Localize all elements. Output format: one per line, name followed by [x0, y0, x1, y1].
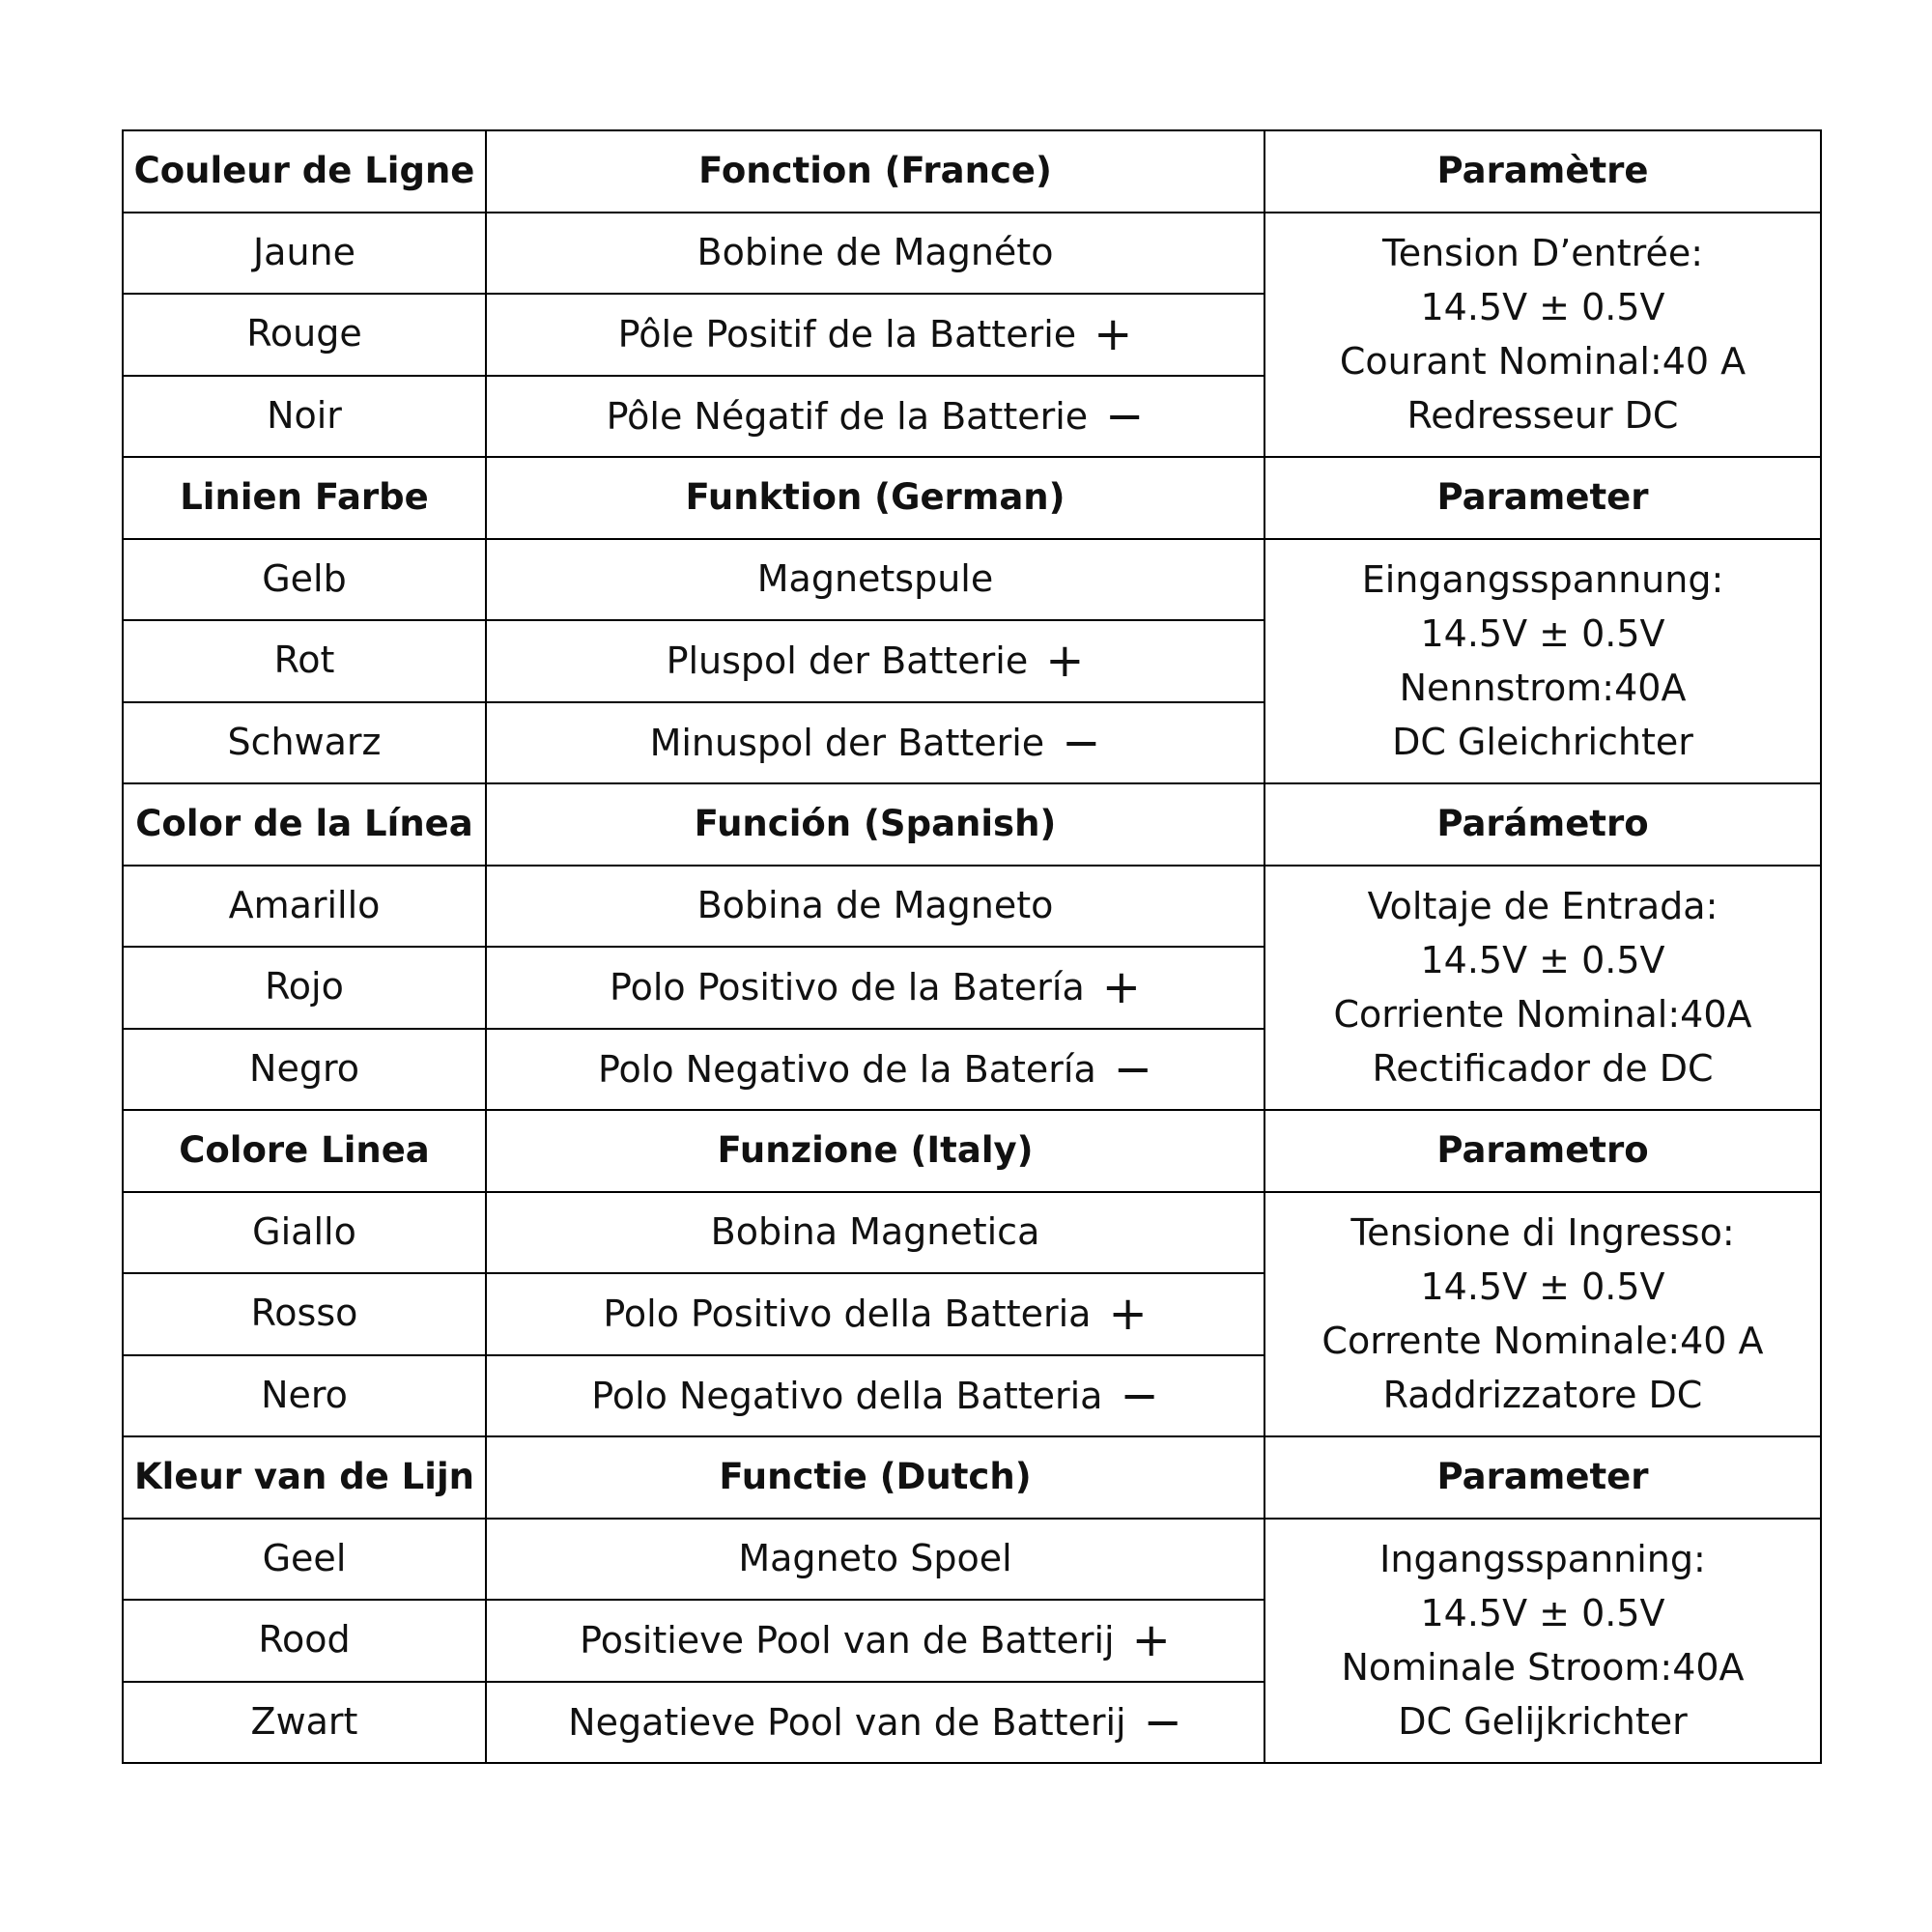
parameter-line: Rectificador de DC [1372, 1047, 1714, 1091]
function-cell [486, 1029, 1264, 1111]
line-color-cell: Rosso [123, 1273, 486, 1355]
function-header: Funzione (Italy) [486, 1110, 1264, 1192]
line-color-cell: Noir [123, 376, 486, 458]
function-cell [486, 1355, 1264, 1437]
parameter-line: Tensione di Ingresso: [1350, 1211, 1735, 1255]
parameter-line: Corrente Nominale:40 A [1321, 1320, 1764, 1363]
table-row [123, 1192, 1821, 1274]
parameter-cell [1264, 866, 1821, 1111]
parameter-line: Courant Nominal:40 A [1339, 340, 1747, 384]
parameter-line: Nennstrom:40A [1399, 667, 1687, 710]
parameter-line: DC Gleichrichter [1392, 721, 1693, 764]
plus-icon: + [1108, 1287, 1148, 1342]
function-text: Minuspol der Batterie [649, 721, 1045, 764]
table-row [123, 1519, 1821, 1601]
function-header: Fonction (France) [486, 130, 1264, 213]
table-row [123, 539, 1821, 621]
line-color-cell: Geel [123, 1519, 486, 1601]
parameter-line: Redresseur DC [1406, 394, 1679, 438]
parameter-line: Raddrizzatore DC [1382, 1374, 1703, 1417]
line-color-header: Colore Linea [123, 1110, 486, 1192]
line-color-cell: Schwarz [123, 702, 486, 784]
line-color-cell: Rot [123, 620, 486, 702]
function-cell [486, 866, 1264, 948]
function-cell [486, 1519, 1264, 1601]
parameter-header: Parameter [1264, 457, 1821, 539]
parameter-line: Corriente Nominal:40A [1333, 993, 1752, 1037]
function-text: Bobina Magnetica [710, 1209, 1040, 1253]
parameter-line: DC Gelijkrichter [1398, 1700, 1688, 1744]
parameter-line: Ingangsspanning: [1379, 1538, 1706, 1581]
function-text: Polo Negativo della Batteria [591, 1374, 1103, 1417]
line-color-cell: Nero [123, 1355, 486, 1437]
function-cell [486, 1273, 1264, 1355]
table-row [123, 213, 1821, 295]
line-color-cell: Rouge [123, 294, 486, 376]
function-cell [486, 539, 1264, 621]
wiring-spec-table [122, 129, 1822, 1764]
parameter-line: Voltaje de Entrada: [1367, 885, 1719, 928]
plus-icon: + [1094, 307, 1133, 362]
function-text: Pluspol der Batterie [666, 639, 1029, 683]
parameter-line: Eingangsspannung: [1361, 558, 1724, 602]
table-row [123, 866, 1821, 948]
function-text: Negatieve Pool van de Batterij [568, 1700, 1126, 1744]
line-color-header: Color de la Línea [123, 783, 486, 866]
function-cell [486, 947, 1264, 1029]
function-text: Pôle Négatif de la Batterie [606, 394, 1089, 438]
parameter-line: 14.5V ± 0.5V [1420, 1265, 1665, 1309]
function-text: Polo Positivo de la Batería [610, 966, 1085, 1009]
line-color-cell: Giallo [123, 1192, 486, 1274]
section-header-row [123, 457, 1821, 539]
wiring-spec-table-body [123, 130, 1821, 1763]
function-text: Bobina de Magneto [696, 883, 1054, 926]
function-text: Magnetspule [756, 556, 994, 600]
line-color-cell: Amarillo [123, 866, 486, 948]
parameter-cell [1264, 539, 1821, 784]
parameter-header: Parameter [1264, 1436, 1821, 1519]
line-color-header: Kleur van de Lijn [123, 1436, 486, 1519]
minus-icon: − [1143, 1694, 1182, 1749]
function-cell [486, 213, 1264, 295]
line-color-header: Couleur de Ligne [123, 130, 486, 213]
section-header-row [123, 1110, 1821, 1192]
line-color-cell: Rojo [123, 947, 486, 1029]
plus-icon: + [1045, 634, 1085, 689]
function-cell [486, 1682, 1264, 1764]
parameter-line: 14.5V ± 0.5V [1420, 286, 1665, 329]
line-color-cell: Negro [123, 1029, 486, 1111]
function-header: Función (Spanish) [486, 783, 1264, 866]
parameter-header: Parametro [1264, 1110, 1821, 1192]
parameter-line: 14.5V ± 0.5V [1420, 939, 1665, 982]
function-header: Funktion (German) [486, 457, 1264, 539]
function-text: Magneto Spoel [738, 1536, 1012, 1579]
line-color-cell: Rood [123, 1600, 486, 1682]
function-text: Polo Negativo de la Batería [597, 1047, 1096, 1091]
minus-icon: − [1062, 715, 1101, 770]
function-cell [486, 1192, 1264, 1274]
parameter-cell [1264, 213, 1821, 458]
plus-icon: + [1131, 1613, 1171, 1668]
line-color-header: Linien Farbe [123, 457, 486, 539]
line-color-cell: Zwart [123, 1682, 486, 1764]
function-text: Pôle Positif de la Batterie [617, 313, 1077, 356]
function-cell [486, 1600, 1264, 1682]
parameter-header: Paramètre [1264, 130, 1821, 213]
function-text: Positieve Pool van de Batterij [580, 1619, 1115, 1662]
parameter-header: Parámetro [1264, 783, 1821, 866]
parameter-line: 14.5V ± 0.5V [1420, 612, 1665, 656]
section-header-row [123, 1436, 1821, 1519]
minus-icon: − [1113, 1041, 1152, 1096]
line-color-cell: Gelb [123, 539, 486, 621]
function-cell [486, 620, 1264, 702]
parameter-line: 14.5V ± 0.5V [1420, 1592, 1665, 1635]
parameter-cell [1264, 1192, 1821, 1437]
minus-icon: − [1105, 388, 1145, 443]
function-cell [486, 702, 1264, 784]
parameter-line: Nominale Stroom:40A [1341, 1646, 1745, 1690]
function-text: Polo Positivo della Batteria [603, 1293, 1092, 1336]
plus-icon: + [1101, 960, 1141, 1015]
section-header-row [123, 130, 1821, 213]
section-header-row [123, 783, 1821, 866]
function-text: Bobine de Magnéto [696, 230, 1054, 273]
parameter-cell [1264, 1519, 1821, 1764]
parameter-line: Tension D’entrée: [1381, 232, 1704, 275]
function-header: Functie (Dutch) [486, 1436, 1264, 1519]
line-color-cell: Jaune [123, 213, 486, 295]
function-cell [486, 376, 1264, 458]
function-cell [486, 294, 1264, 376]
minus-icon: − [1120, 1368, 1159, 1423]
